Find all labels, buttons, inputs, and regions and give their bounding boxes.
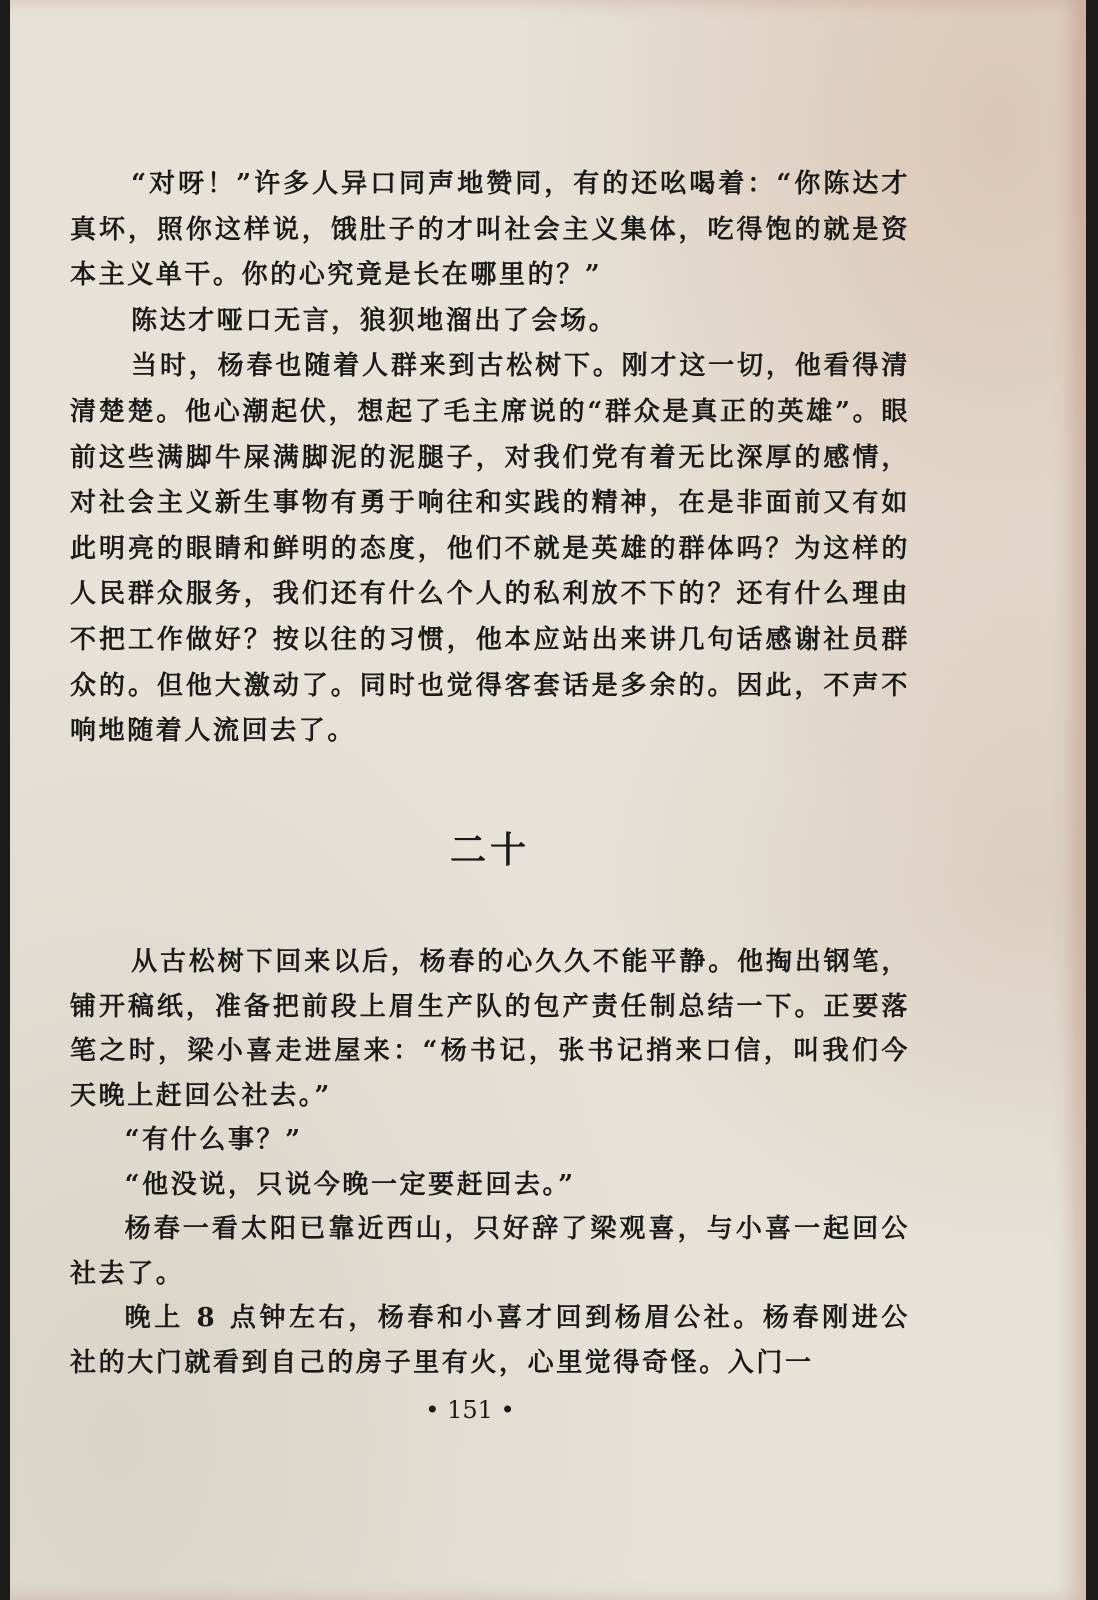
bottom-text-block xyxy=(70,940,910,1385)
paragraph-dialog-agree: “对呀！”许多人异口同声地赞同，有的还吆喝着：“你陈达才真坏，照你这样说，饿肚子的才叫社会主义集体，吃得饱的就是资本主义单干。你的心究竟是长在哪里的？” xyxy=(70,169,910,291)
paragraph-return-from-pine: 从古松树下回来以后，杨春的心久久不能平静。他掏出钢笔，铺开稿纸，准备把前段上眉生产队的包产责任制总结一下。正要落笔之时，梁小喜走进屋来：“杨书记，张书记捎来口信，叫我们今天晚上赶回公社去。” xyxy=(70,947,910,1111)
paragraph-question: “有什么事？” xyxy=(124,1125,303,1155)
paragraph-yang-chun-reflects: 当时，杨春也随着人群来到古松树下。刚才这一切，他看得清清楚楚。他心潮起伏，想起了毛主席说的“群众是真正的英雄”。眼前这些满脚牛屎满脚泥的泥腿子，对我们党有着无比深厚的感情，对社会主义新生事物有勇于响往和实践的精神，在是非面前又有如此明亮的眼睛和鲜明的态度，他们不就是英雄的群体吗？为这样的人民群众服务，我们还有什么个人的私利放不下的？还有什么理由不把工作做好？按以往的习惯，他本应站出来讲几句话感谢社员群众的。但他大激动了。同时也觉得客套话是多余的。因此，不声不响地随着人流回去了。 xyxy=(70,351,910,747)
paragraph-evening-arrival: 晚上 8 点钟左右，杨春和小喜才回到杨眉公社。杨春刚进公社的大门就看到自己的房子里有火，心里觉得奇怪。入门一 xyxy=(70,1303,910,1378)
top-text-block xyxy=(70,162,910,755)
book-page xyxy=(10,0,1086,1600)
paragraph-chen-leaves: 陈达才哑口无言，狼狈地溜出了会场。 xyxy=(131,305,618,336)
chapter-title: 二十 xyxy=(449,830,530,871)
page-number: • 151 • xyxy=(425,1396,515,1424)
paragraph-sunset: 杨春一看太阳已靠近西山，只好辞了梁观喜，与小喜一起回公社去了。 xyxy=(70,1214,910,1289)
paragraph-answer: “他没说，只说今晚一定要赶回去。” xyxy=(124,1169,576,1200)
